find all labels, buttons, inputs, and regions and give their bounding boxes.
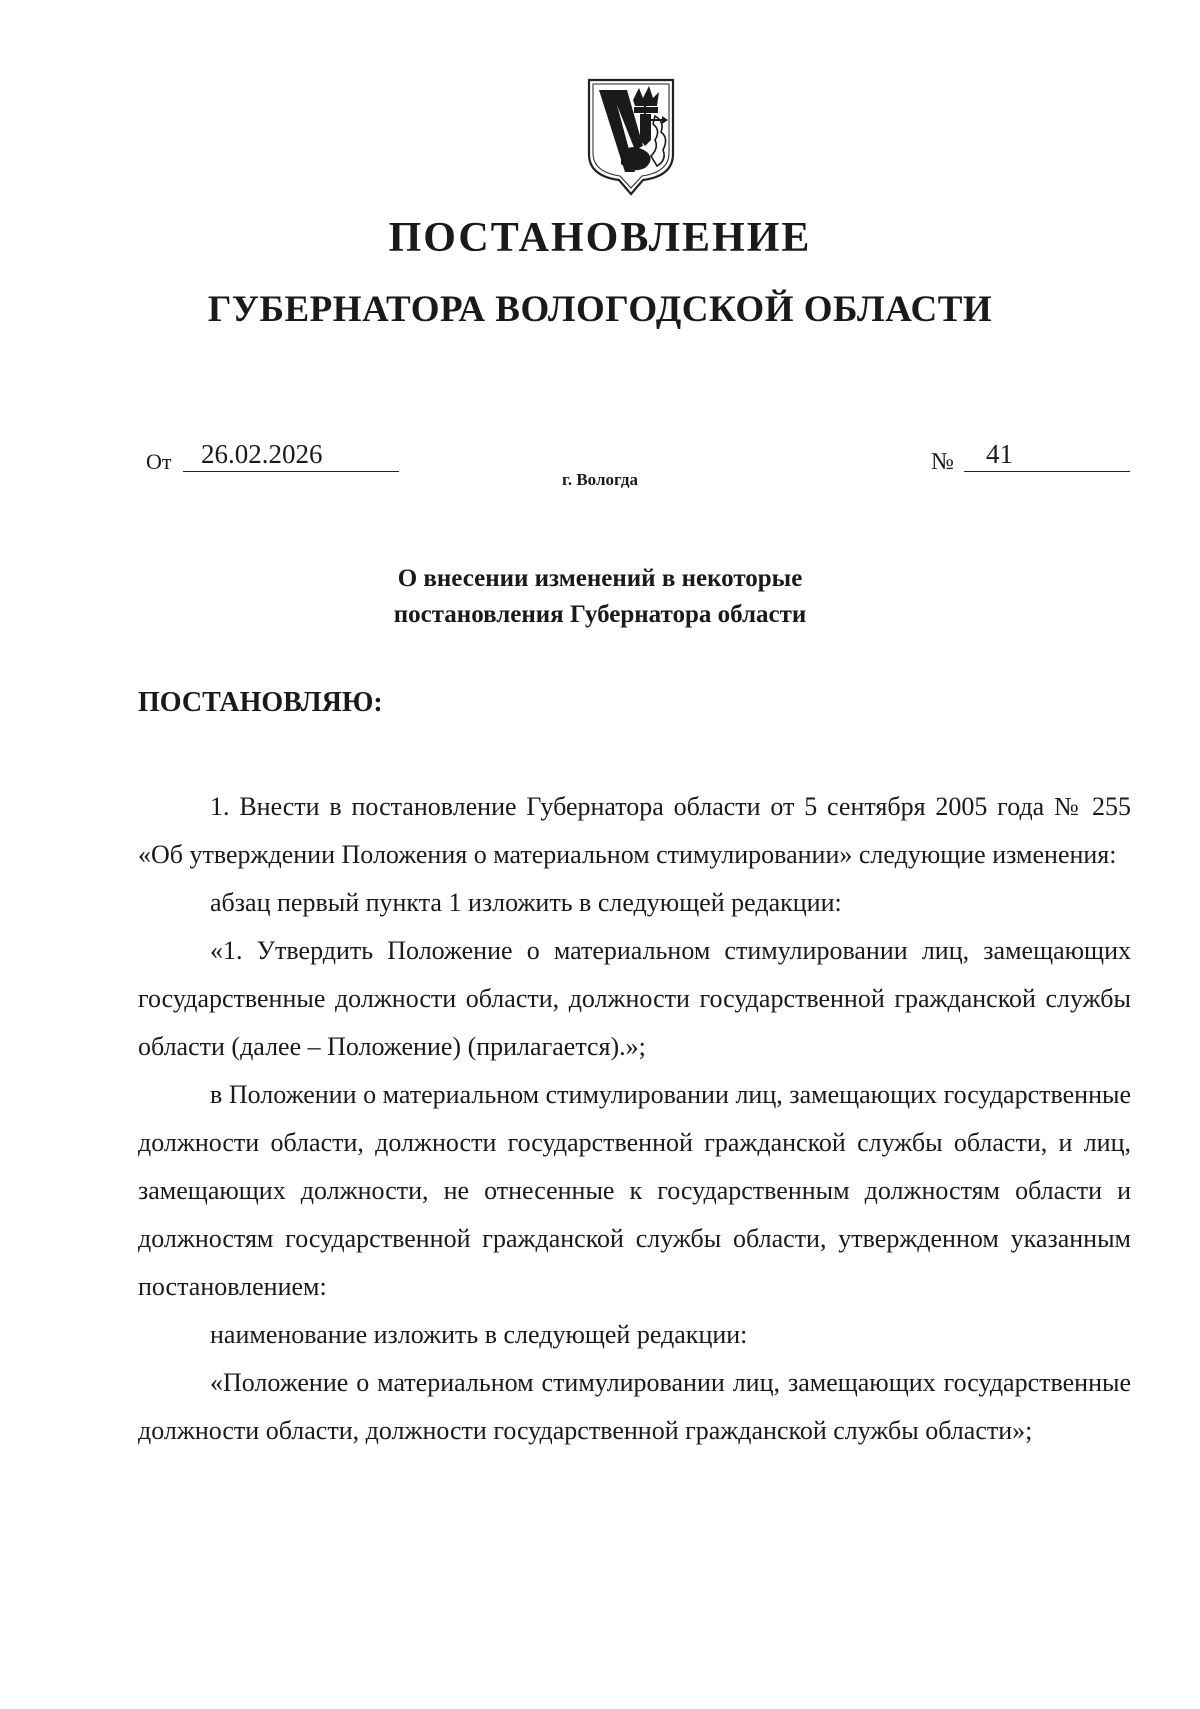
body-paragraph-6: «Положение о материальном стимулировании лиц, замещающих государственные должности области, должности государственной гражданской службы области»; [138,1368,1131,1445]
body-paragraph-1: 1. Внести в постановление Губернатора области от 5 сентября 2005 года № 255 «Об утверждении Положения о материальном стимулировании» следующие изменения: [138,792,1131,869]
document-body [138,783,1131,1455]
subject-line-2: постановления Губернатора области [393,601,807,628]
document-type-title: ПОСТАНОВЛЕНИЕ [388,215,812,261]
coat-of-arms-emblem [585,76,677,196]
body-paragraph-5: наименование изложить в следующей редакции: [210,1320,748,1349]
body-paragraph-4: в Положении о материальном стимулировании лиц, замещающих государственные должности области, должности государственной гражданской службы области, и лиц, замещающих должности, не отнесенные к государственным должностям области и должностям государственной гражданской службы области, утвержденном указанным постановлением: [138,1080,1131,1301]
document-number: 41 [986,439,1013,469]
body-paragraph-3: «1. Утвердить Положение о материальном стимулировании лиц, замещающих государственные должности области, должности государственной гражданской службы области (далее – Положение) (прилагается).»; [138,936,1131,1061]
issuing-authority: ГУБЕРНАТОРА ВОЛОГОДСКОЙ ОБЛАСТИ [207,289,993,330]
document-subject [0,561,1200,633]
document-date: 26.02.2026 [201,439,323,469]
city-of-issue: г. Вологда [562,470,638,489]
subject-line-1: О внесении изменений в некоторые [397,565,803,592]
number-label: № [931,449,954,475]
date-label: От [146,449,172,474]
body-paragraph-2: абзац первый пункта 1 изложить в следующей редакции: [210,888,842,917]
decree-heading: ПОСТАНОВЛЯЮ: [138,687,383,718]
